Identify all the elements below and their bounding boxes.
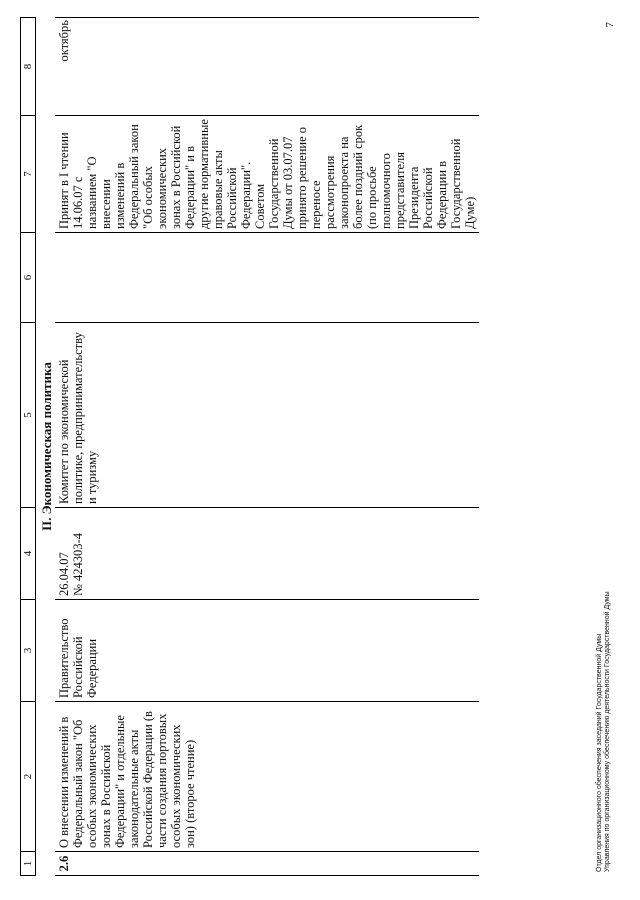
bill-number: № 424303-4 bbox=[71, 533, 85, 596]
col-header-7: 7 bbox=[21, 116, 36, 233]
month-cell bbox=[55, 18, 479, 116]
col-header-6: 6 bbox=[21, 233, 36, 323]
col-header-3: 3 bbox=[21, 600, 36, 702]
row-number: 2.6 bbox=[55, 852, 479, 876]
planned-month: октябрь bbox=[57, 20, 71, 62]
footer bbox=[596, 591, 612, 872]
col-header-1: 1 bbox=[21, 852, 36, 876]
col-header-2: 2 bbox=[21, 702, 36, 852]
section-row bbox=[36, 18, 56, 876]
col-header-5: 5 bbox=[21, 323, 36, 508]
responsible-committee: Комитет по экономической политике, предпринимательству и туризму bbox=[55, 323, 479, 508]
column-header-row bbox=[21, 18, 36, 876]
page-number: 7 bbox=[604, 22, 616, 28]
agenda-table bbox=[20, 17, 479, 876]
bill-registration bbox=[55, 508, 479, 600]
footer-line-2: Управления по организационному обеспечению деятельности Государственной Думы bbox=[604, 591, 611, 872]
bill-initiator: Правительство Российской Федерации bbox=[55, 600, 479, 702]
col-header-4: 4 bbox=[21, 508, 36, 600]
table-row bbox=[55, 18, 479, 876]
bill-date: 26.04.07 bbox=[57, 552, 71, 596]
footer-line-1: Отдел организационного обеспечения заседаний Государственной Думы bbox=[596, 633, 603, 872]
section-title: II. Экономическая политика bbox=[39, 362, 54, 531]
column-6-cell bbox=[55, 233, 479, 323]
bill-status: Принят в I чтении 14.06.07 с названием "О внесении изменений в Федеральный закон "Об особых экономических зонах в Российской Федерации" и в другие нормативные правовые акты Российской Федерации". Советом Государственной Думы от 03.07.07 принято решение о переносе рассмотрения законопроекта на более поздний срок (по просьбе полномочного представителя Президента Российской Федерации в Государственной Думе) bbox=[55, 116, 479, 233]
bill-title: О внесении изменений в Федеральный закон "Об особых экономических зонах в Российской Федерации" и отдельные законодательные акты Российской Федерации (в части создания портовых особых экономических зон) (второе чтение) bbox=[55, 702, 479, 852]
col-header-8: 8 bbox=[21, 18, 36, 116]
